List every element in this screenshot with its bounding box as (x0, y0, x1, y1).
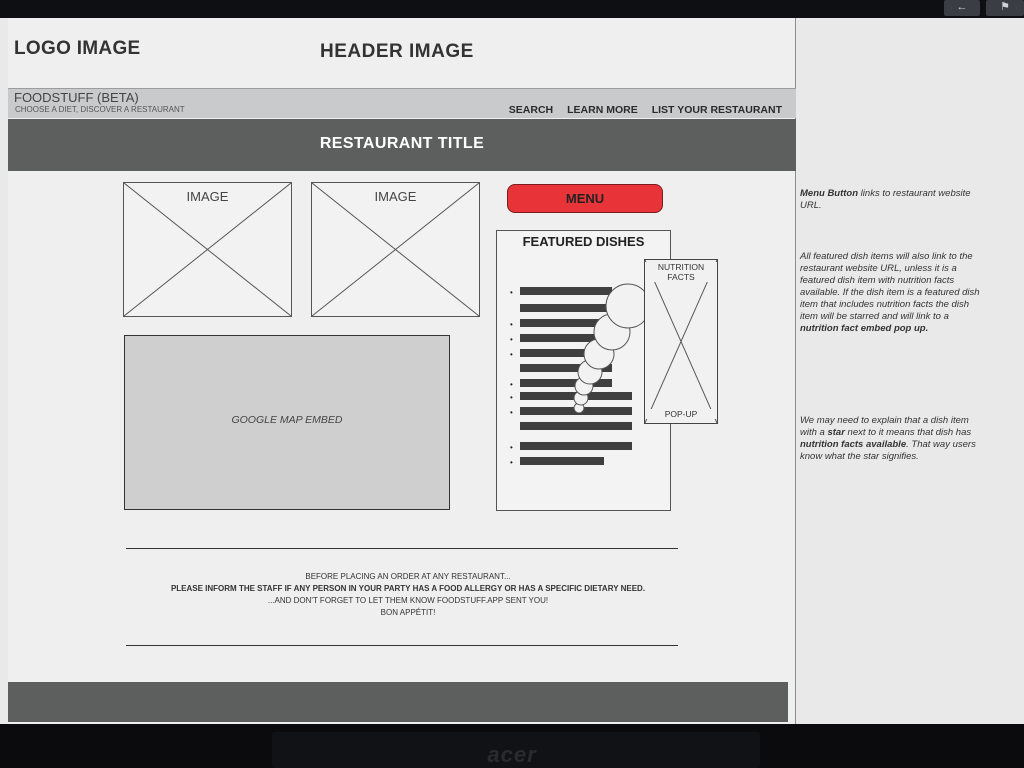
menu-button[interactable]: MENU (507, 184, 663, 213)
monitor-bezel (0, 724, 1024, 768)
popup-label: POP-UP (645, 409, 717, 419)
featured-dishes-title: FEATURED DISHES (522, 234, 645, 249)
annotation-star-note (800, 415, 986, 463)
notice-line-4: BON APPÉTIT! (380, 608, 436, 617)
screen (0, 18, 1024, 724)
nav-links (509, 104, 782, 116)
navbar (8, 88, 796, 118)
notice-line-2: PLEASE INFORM THE STAFF IF ANY PERSON IN YOUR PARTY HAS A FOOD ALLERGY OR HAS A SPECIFIC DIETARY NEED. (170, 584, 646, 593)
bullet-icon: • (510, 380, 513, 389)
tagline: CHOOSE A DIET, DISCOVER A RESTAURANT (15, 105, 185, 114)
map-label: GOOGLE MAP EMBED (231, 414, 343, 426)
header-image: HEADER IMAGE (320, 41, 474, 62)
divider-top (126, 548, 678, 549)
nav-learn-more[interactable]: LEARN MORE (567, 104, 638, 116)
dish-placeholder-bar (520, 422, 632, 430)
dish-placeholder-bar (520, 287, 612, 295)
annotation-star-part2: next to it means that dish has (844, 427, 972, 438)
brand-name: FOODSTUFF (BETA) (14, 90, 139, 105)
google-map-embed[interactable] (124, 335, 450, 510)
annotation-star-part1: We may need to explain that a dish item with a (800, 415, 969, 438)
nav-search[interactable]: SEARCH (508, 104, 554, 116)
footer-bar (8, 682, 788, 722)
annotation-menu-button (800, 188, 986, 212)
image-label: IMAGE (186, 189, 229, 204)
back-arrow-icon[interactable]: ← (944, 0, 980, 16)
nutrition-facts-popup[interactable] (644, 259, 718, 424)
annotation-menu-bold: Menu Button (800, 188, 859, 199)
image-placeholder-1 (123, 182, 292, 317)
popup-cross-icon (645, 260, 717, 423)
flag-icon[interactable]: ⚑ (986, 0, 1024, 16)
annotation-featured-text: All featured dish items will also link to the restaurant website URL, unless it is a featured dish item with nutrition facts available. If the dish item is a featured dish item that includes nutrition facts the dish item will be starred and will link to a (800, 251, 980, 322)
dish-placeholder-bar (520, 457, 604, 465)
image-placeholder-2 (311, 182, 480, 317)
dish-placeholder-bar (520, 349, 612, 357)
bullet-icon: • (510, 443, 513, 452)
restaurant-title-bar (8, 119, 796, 171)
annotation-featured-items (800, 251, 986, 335)
bullet-icon: • (510, 350, 513, 359)
wireframe-page (8, 18, 796, 724)
notice-line-3: ...AND DON'T FORGET TO LET THEM KNOW FOODSTUFF.APP SENT YOU! (267, 596, 549, 605)
monitor-brand-logo: acer (487, 742, 537, 767)
dish-placeholder-bar (520, 319, 612, 327)
logo-image[interactable]: LOGO IMAGE (14, 38, 141, 59)
bullet-icon: • (510, 408, 513, 417)
bullet-icon: • (510, 393, 513, 402)
bullet-icon: • (510, 458, 513, 467)
image-label: IMAGE (374, 189, 417, 204)
annotation-star-bold1: star (827, 427, 845, 438)
bullet-icon: • (510, 288, 513, 297)
dish-placeholder-bar (520, 334, 612, 342)
restaurant-title: RESTAURANT TITLE (319, 135, 485, 152)
dish-placeholder-bar (520, 407, 632, 415)
annotation-menu-text: links to restaurant website URL. (800, 188, 971, 211)
divider-bottom (126, 645, 678, 646)
dish-placeholder-bar (520, 304, 612, 312)
nutrition-facts-label: NUTRITION FACTS (645, 262, 717, 282)
dish-placeholder-bar (520, 364, 612, 372)
bullet-icon: • (510, 320, 513, 329)
nav-list-your-restaurant[interactable]: LIST YOUR RESTAURANT (651, 104, 782, 116)
annotation-star-bold2: nutrition facts available (800, 439, 907, 450)
dish-placeholder-bar (520, 392, 632, 400)
dish-placeholder-bar (520, 379, 612, 387)
notice-line-1: BEFORE PLACING AN ORDER AT ANY RESTAURANT... (305, 572, 511, 581)
annotation-featured-bold: nutrition fact embed pop up. (800, 323, 929, 334)
bullet-icon: • (510, 335, 513, 344)
annotation-star-part3: . That way users know what the star signifies. (800, 439, 976, 462)
dish-placeholder-bar (520, 442, 632, 450)
monitor-top-bar (0, 0, 1024, 18)
